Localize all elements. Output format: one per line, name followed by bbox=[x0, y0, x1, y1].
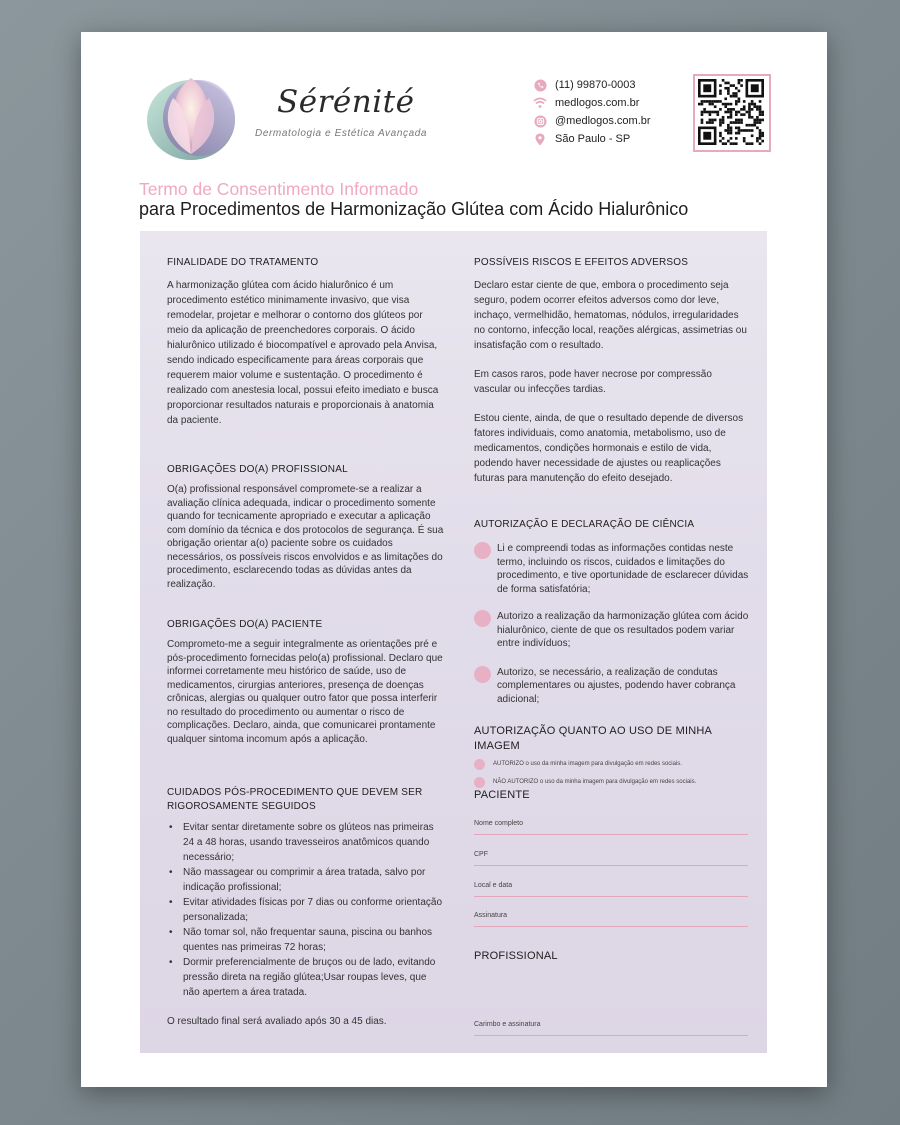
list-item: • Evitar atividades físicas por 7 dias ou conforme orientação personalizada; bbox=[183, 895, 445, 925]
section-heading-finalidade: FINALIDADE DO TRATAMENTO bbox=[167, 257, 319, 268]
location-pin-icon bbox=[533, 132, 547, 146]
consent-checkbox-item[interactable] bbox=[474, 666, 750, 707]
image-option-deny[interactable] bbox=[474, 776, 750, 788]
contact-website bbox=[533, 94, 651, 112]
consent-checkbox[interactable] bbox=[474, 610, 491, 627]
field-label: Nome completo bbox=[474, 820, 524, 827]
field-cpf[interactable] bbox=[474, 847, 748, 866]
qr-code-icon bbox=[698, 79, 764, 145]
field-local-data[interactable] bbox=[474, 878, 748, 897]
consent-checkbox[interactable] bbox=[474, 666, 491, 683]
section-heading-obrig-prof: OBRIGAÇÕES DO(A) PROFISSIONAL bbox=[167, 464, 348, 475]
care-closing-text: O resultado final será avaliado após 30 a 45 dias. bbox=[167, 1016, 387, 1027]
wifi-icon bbox=[533, 96, 547, 110]
field-carimbo-assinatura[interactable] bbox=[474, 1017, 748, 1036]
consent-checkbox-item[interactable] bbox=[474, 610, 750, 651]
contact-instagram bbox=[533, 112, 651, 130]
consent-checkbox-label: Li e compreendi todas as informações contidas neste termo, incluindo os riscos, cuidados e limitações do procedimento, e tive oportunidade de esclarecer dúvidas de forma satisfatória; bbox=[497, 543, 749, 595]
image-authorize-label: AUTORIZO o uso da minha imagem para divulgação em redes sociais. bbox=[493, 761, 682, 767]
brand-tagline: Dermatologia e Estética Avançada bbox=[255, 128, 428, 139]
brand-name: Sérénité bbox=[277, 84, 415, 120]
instagram-icon bbox=[533, 114, 547, 128]
section-heading-autorizacao: AUTORIZAÇÃO E DECLARAÇÃO DE CIÊNCIA bbox=[474, 519, 695, 530]
section-heading-riscos: POSSÍVEIS RISCOS E EFEITOS ADVERSOS bbox=[474, 257, 689, 268]
left-column-prof bbox=[167, 462, 445, 591]
section-heading-paciente: PACIENTE bbox=[474, 789, 530, 801]
field-label: CPF bbox=[474, 851, 488, 858]
contact-website-text: medlogos.com.br bbox=[555, 97, 640, 109]
whatsapp-icon bbox=[533, 78, 547, 92]
field-nome-completo[interactable] bbox=[474, 816, 748, 835]
section-heading-imagem: AUTORIZAÇÃO QUANTO AO USO DE MINHA IMAGEM bbox=[474, 725, 712, 752]
consent-checkbox-label: Autorizo a realização da harmonização glútea com ácido hialurônico, ciente de que os resultados podem variar entre indivíduos; bbox=[497, 611, 749, 649]
section-heading-cuidados: CUIDADOS PÓS-PROCEDIMENTO QUE DEVEM SER RIGOROSAMENTE SEGUIDOS bbox=[167, 787, 423, 812]
right-column bbox=[474, 255, 750, 486]
consent-checkbox-label: Autorizo, se necessário, a realização de condutas complementares ou ajustes, podendo haver cobrança adicional; bbox=[497, 666, 736, 705]
list-item: • Dormir preferencialmente de bruços ou de lado, evitando pressão direta na região glútea;Usar roupas leves, que não apertem a área tratada. bbox=[183, 955, 445, 1000]
contact-phone bbox=[533, 76, 651, 94]
document-subtitle: para Procedimentos de Harmonização Glútea com Ácido Hialurônico bbox=[139, 199, 689, 219]
signature-section bbox=[474, 788, 750, 1038]
section-heading-profissional: PROFISSIONAL bbox=[474, 950, 558, 962]
section-text-finalidade: A harmonização glútea com ácido hialurônico é um procedimento estético minimamente invasivo, que visa remodelar, projetar e melhorar o contorno dos glúteos por meio da aplicação de preenchedores corporais. O ácido hialurônico utilizado é biocompatível e aprovado pela Anvisa, sendo indicado especificamente para áreas corporais que requerem maior volume e sustentação. O procedimento é realizado com anestesia local, possui efeito imediato e busca proporcionar resultados naturais e proporcionais à anatomia da paciente. bbox=[167, 280, 439, 426]
content-panel bbox=[140, 231, 767, 1053]
contact-list bbox=[533, 76, 651, 148]
document-title: Termo de Consentimento Informado bbox=[139, 179, 419, 199]
section-heading-obrig-pac: OBRIGAÇÕES DO(A) PACIENTE bbox=[167, 619, 323, 630]
qr-code[interactable] bbox=[693, 74, 771, 152]
contact-phone-text: (11) 99870-0003 bbox=[555, 79, 636, 91]
image-deny-radio[interactable] bbox=[474, 777, 485, 788]
contact-location-text: São Paulo - SP bbox=[555, 133, 631, 145]
care-list bbox=[167, 820, 445, 1000]
contact-instagram-text: @medlogos.com.br bbox=[555, 115, 651, 127]
list-item: • Não massagear ou comprimir a área tratada, salvo por indicação profissional; bbox=[183, 865, 445, 895]
right-column-imagem bbox=[474, 724, 750, 788]
image-deny-label: NÃO AUTORIZO o uso da minha imagem para divulgação em redes sociais. bbox=[493, 779, 697, 785]
section-text-riscos-1: Declaro estar ciente de que, embora o procedimento seja seguro, podem ocorrer efeitos adversos como dor leve, inchaço, vermelhidão, hematomas, nódulos, irregularidades no contorno, infecção local, reações alérgicas, assimetrias ou insatisfação com o resultado. bbox=[474, 280, 747, 351]
consent-checkbox-item[interactable] bbox=[474, 542, 750, 596]
section-text-riscos-3: Estou ciente, ainda, de que o resultado depende de diversos fatores individuais, como anatomia, metabolismo, uso de medicamentos, condições hormonais e estilo de vida, podendo haver necessidade de ajustes ou reaplicações futuras para manutenção do efeito desejado. bbox=[474, 413, 744, 484]
field-assinatura[interactable] bbox=[474, 908, 748, 927]
field-label: Assinatura bbox=[474, 912, 508, 919]
field-label: Local e data bbox=[474, 882, 513, 889]
left-column-cuidados bbox=[167, 786, 445, 1029]
list-item: • Evitar sentar diretamente sobre os glúteos nas primeiras 24 a 48 horas, usando travesseiros anatômicos quando necessário; bbox=[183, 820, 445, 865]
consent-checkbox[interactable] bbox=[474, 542, 491, 559]
section-text-obrig-prof: O(a) profissional responsável compromete-se a realizar a avaliação clínica adequada, indicar o procedimento somente quando for tecnicamente apropriado e executar a aplicação com domínio da técnica e dos protocolos de segurança. É sua obrigação orientar a(o) paciente sobre os cuidados necessários, os possíveis riscos envolvidos e as limitações do procedimento, esclarecendo todas as dúvidas antes da realização. bbox=[167, 484, 444, 590]
field-label: Carimbo e assinatura bbox=[474, 1021, 541, 1028]
consent-form-page bbox=[81, 32, 827, 1087]
lotus-logo-icon bbox=[143, 68, 239, 164]
left-column bbox=[167, 255, 445, 428]
contact-location bbox=[533, 130, 651, 148]
section-text-riscos-2: Em casos raros, pode haver necrose por compressão vascular ou infecções tardias. bbox=[474, 369, 712, 395]
list-item: • Não tomar sol, não frequentar sauna, piscina ou banhos quentes nas primeiras 72 horas; bbox=[183, 925, 445, 955]
section-text-obrig-pac: Comprometo-me a seguir integralmente as orientações pré e pós-procedimento fornecidas pelo(a) profissional. Declaro que informei corretamente meu histórico de saúde, uso de medicamentos, cirurgias anteriores, presença de doenças crônicas, alergias ou qualquer outro fator que possa interferir no resultado do procedimento ou aumentar o risco de complicações. Declaro, ainda, que comunicarei prontamente qualquer sintoma incomum após a aplicação. bbox=[167, 639, 443, 745]
left-column-pac bbox=[167, 617, 445, 746]
image-option-authorize[interactable] bbox=[474, 758, 750, 770]
right-column-autorizacao bbox=[474, 517, 750, 706]
image-authorize-radio[interactable] bbox=[474, 759, 485, 770]
